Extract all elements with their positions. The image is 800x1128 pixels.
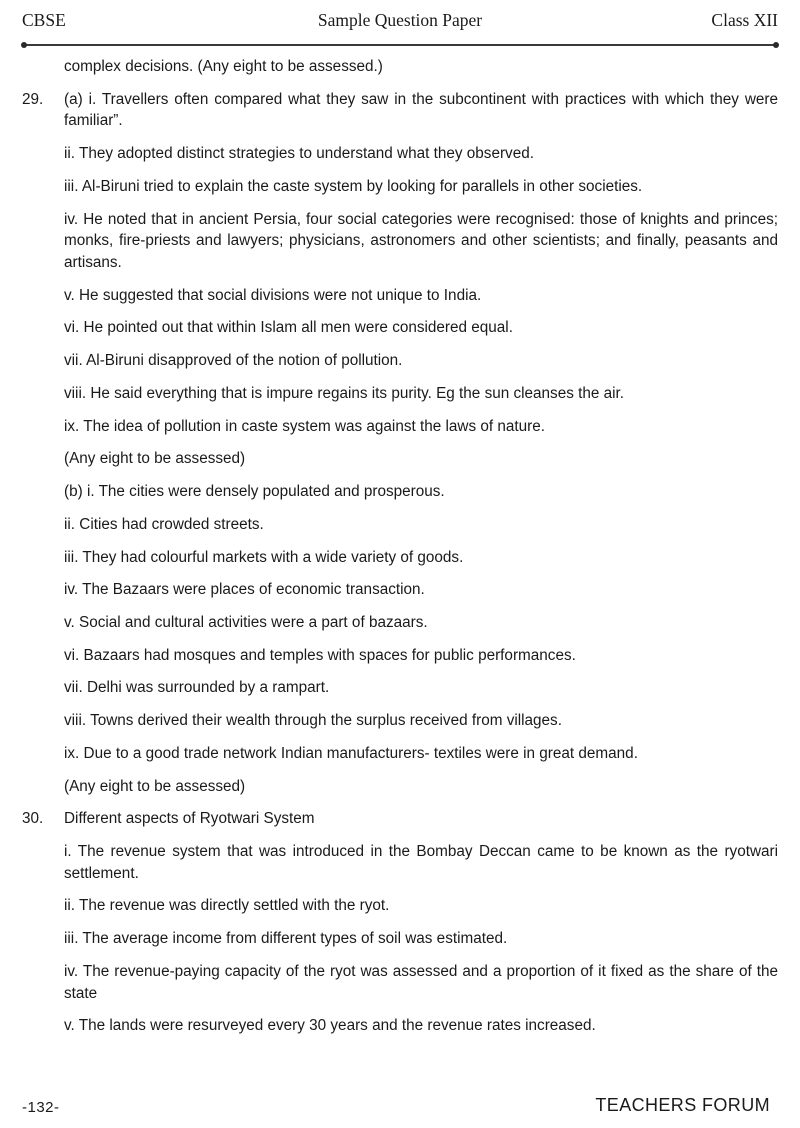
answer-paragraph: vii. Delhi was surrounded by a rampart. xyxy=(64,679,330,697)
question-number: 29. xyxy=(22,90,44,108)
answer-paragraph: iii. They had colourful markets with a wide variety of goods. xyxy=(64,548,464,566)
divider-dot-right-icon xyxy=(773,42,779,48)
answer-paragraph: ix. The idea of pollution in caste system was against the laws of nature. xyxy=(64,417,545,435)
answer-paragraph: v. He suggested that social divisions were not unique to India. xyxy=(64,286,482,304)
answer-paragraph: iv. He noted that in ancient Persia, four social categories were recognised: those of knights and princes; monks, fire-priests and lawyers; physicians, astronomers and other scientists; and finally, peasants and artisans. xyxy=(64,210,778,272)
assessment-note: (Any eight to be assessed) xyxy=(64,450,246,468)
answer-paragraph: iv. The Bazaars were places of economic transaction. xyxy=(64,581,425,599)
question-number: 30. xyxy=(22,810,44,828)
answer-paragraph: v. Social and cultural activities were a part of bazaars. xyxy=(64,613,428,631)
page-footer xyxy=(22,1086,778,1116)
answer-paragraph: viii. Towns derived their wealth through the surplus received from villages. xyxy=(64,712,562,730)
header-divider xyxy=(22,44,778,46)
answer-paragraph: ii. The revenue was directly settled with the ryot. xyxy=(64,897,390,915)
answer-paragraph: v. The lands were resurveyed every 30 years and the revenue rates increased. xyxy=(64,1017,596,1035)
answer-paragraph: vi. He pointed out that within Islam all men were considered equal. xyxy=(64,319,513,337)
answer-paragraph: iii. Al-Biruni tried to explain the caste system by looking for parallels in other societies. xyxy=(64,177,643,195)
answer-paragraph: i. The revenue system that was introduced in the Bombay Deccan came to be known as the ryotwari settlement. xyxy=(64,842,778,882)
page-content xyxy=(22,46,778,1037)
header-title: Sample Question Paper xyxy=(317,10,483,30)
assessment-note: (Any eight to be assessed) xyxy=(64,777,246,795)
answer-paragraph: ii. They adopted distinct strategies to understand what they observed. xyxy=(64,145,534,163)
answer-heading: Different aspects of Ryotwari System xyxy=(64,810,315,828)
answer-paragraph: vii. Al-Biruni disapproved of the notion of pollution. xyxy=(64,352,403,370)
answer-paragraph xyxy=(22,808,778,830)
page-header xyxy=(22,6,778,42)
publisher-brand: TEACHERS FORUM xyxy=(595,1095,770,1115)
header-board-label: CBSE xyxy=(22,10,66,30)
answer-paragraph: viii. He said everything that is impure regains its purity. Eg the sun cleanses the air. xyxy=(64,384,625,402)
answer-paragraph: (b) i. The cities were densely populated and prosperous. xyxy=(64,483,445,501)
document-page xyxy=(0,6,800,1128)
answer-paragraph xyxy=(22,89,778,132)
answer-paragraph: vi. Bazaars had mosques and temples with spaces for public performances. xyxy=(64,646,576,664)
page-number: -132- xyxy=(22,1099,60,1116)
divider-dot-left-icon xyxy=(21,42,27,48)
answer-paragraph: ii. Cities had crowded streets. xyxy=(64,515,264,533)
continued-paragraph: complex decisions. (Any eight to be assessed.) xyxy=(64,58,383,75)
answer-text: (a) i. Travellers often compared what they saw in the subcontinent with practices with which they were familiar”. xyxy=(64,90,778,130)
answer-paragraph: iii. The average income from different types of soil was estimated. xyxy=(64,930,508,948)
header-class-label: Class XII xyxy=(711,10,778,30)
answer-paragraph: iv. The revenue-paying capacity of the ryot was assessed and a proportion of it fixed as the share of the state xyxy=(64,962,778,1002)
answer-paragraph: ix. Due to a good trade network Indian manufacturers- textiles were in great demand. xyxy=(64,744,638,762)
